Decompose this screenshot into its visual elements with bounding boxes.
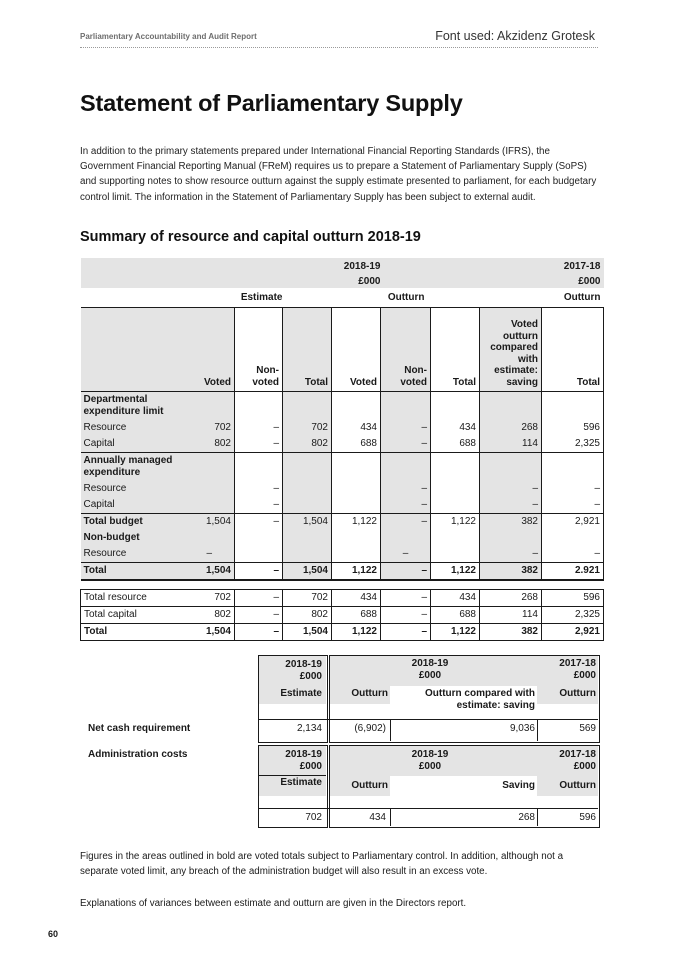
admin-prior-year-header: 2017-18 [559, 749, 596, 760]
summary-title: Summary of resource and capital outturn 2018-19 [80, 229, 421, 245]
admin-estimate-rule [258, 775, 326, 776]
admin-col-divider [537, 808, 538, 826]
table-cell: Total [81, 563, 185, 581]
section-ame: Annually managed expenditure [81, 453, 185, 482]
table-cell: 702 [185, 420, 235, 436]
table-cell: 802 [283, 607, 332, 624]
table-cell: 688 [332, 436, 381, 453]
table-cell [480, 530, 542, 546]
table-cell: 2,325 [542, 436, 604, 453]
table-cell: – [235, 420, 283, 436]
table-cell: Total [81, 624, 185, 641]
table-cell: Resource [81, 546, 185, 563]
group-estimate: Estimate [240, 291, 283, 303]
admin-year-header: 2018-19 [285, 749, 322, 760]
cash-estimate-value: 2,134 [296, 723, 322, 734]
table-cell: – [542, 546, 604, 563]
unit-header: £000 [358, 276, 381, 287]
table-cell [283, 530, 332, 546]
table-cell: 114 [480, 607, 542, 624]
col-outturn-total: Total [431, 308, 480, 392]
table-cell: – [235, 563, 283, 581]
table-cell: – [235, 514, 283, 531]
col-outturn-voted: Voted [332, 308, 381, 392]
table-cell: 382 [480, 514, 542, 531]
table-row [81, 563, 604, 581]
table-cell [235, 530, 283, 546]
table-cell: 802 [283, 436, 332, 453]
table-cell: Resource [81, 420, 185, 436]
cash-col-compared: Outturn compared with estimate: saving [425, 688, 535, 711]
report-title: Parliamentary Accountability and Audit Report [80, 32, 257, 41]
table-cell: – [542, 481, 604, 497]
table-row [81, 624, 604, 641]
cash-prior-year-header: 2017-18 [559, 658, 596, 669]
table-cell: Resource [81, 481, 185, 497]
footnote-bold-areas: Figures in the areas outlined in bold are voted totals subject to Parliamentary control. In addition, although not a separate voted limit, any breach of the administration budget will also result in an excess vote. [80, 851, 564, 877]
admin-estimate-value: 702 [305, 812, 322, 823]
section-del: Departmental expenditure limit [81, 392, 185, 421]
table-row [81, 514, 604, 531]
admin-col-outturn: Outturn [351, 780, 388, 791]
table-cell [185, 497, 235, 514]
page-title: Statement of Parliamentary Supply [80, 90, 463, 116]
table-cell: 688 [431, 607, 480, 624]
table-cell: Total capital [81, 607, 185, 624]
cash-year-header: 2018-19 [285, 659, 322, 670]
cash-col-divider [390, 719, 391, 741]
admin-outturn-value: 434 [369, 812, 386, 823]
table-cell: 382 [480, 624, 542, 641]
admin-saving-value: 268 [518, 812, 535, 823]
table-cell [431, 481, 480, 497]
cash-unit-header: £000 [299, 671, 322, 682]
table-cell [332, 530, 381, 546]
table-cell: – [381, 497, 431, 514]
table-cell: – [381, 546, 431, 563]
table-row [81, 420, 604, 436]
cash-outturn-value: (6,902) [354, 723, 386, 734]
table-cell: – [542, 497, 604, 514]
table-cell: 1,122 [431, 563, 480, 581]
cash-saving-value: 9,036 [509, 723, 535, 734]
table-cell: 434 [332, 590, 381, 607]
table-cell: – [381, 481, 431, 497]
table-cell: – [480, 546, 542, 563]
admin-unit-header: £000 [299, 761, 322, 772]
table-cell: – [185, 546, 235, 563]
table-cell: 1,504 [185, 624, 235, 641]
table-cell: 1,122 [431, 624, 480, 641]
table-cell: – [235, 624, 283, 641]
col-voted: Voted [185, 308, 235, 392]
admin-prior-unit-header: £000 [573, 761, 596, 772]
table-row [81, 546, 604, 563]
admin-unit-header-outturn: £000 [418, 761, 442, 772]
group-prior-outturn: Outturn [563, 291, 601, 303]
admin-col-divider [390, 808, 391, 826]
admin-year-header-outturn: 2018-19 [411, 749, 449, 760]
unit-header-prior: £000 [578, 276, 601, 287]
year-prior-header: 2017-18 [563, 261, 601, 272]
table-cell: 1,504 [185, 514, 235, 531]
table-cell [332, 481, 381, 497]
cash-divider [258, 719, 598, 720]
table-cell: – [381, 436, 431, 453]
table-cell: 596 [542, 590, 604, 607]
cash-prior-unit-header: £000 [573, 670, 596, 681]
table-cell: 2,921 [542, 514, 604, 531]
table-cell: 1,504 [283, 514, 332, 531]
table-cell [332, 497, 381, 514]
table-cell: 382 [480, 563, 542, 581]
table-cell: 268 [480, 590, 542, 607]
table-cell: 268 [480, 420, 542, 436]
table-cell: Total budget [81, 514, 185, 531]
table-cell: Capital [81, 497, 185, 514]
table-cell: 1,122 [332, 514, 381, 531]
table-cell: – [235, 481, 283, 497]
cash-year-header-outturn: 2018-19 [411, 658, 449, 669]
table-cell: – [480, 497, 542, 514]
table-row [81, 607, 604, 624]
table-cell: Non-budget [81, 530, 185, 546]
cash-col-divider [537, 719, 538, 741]
table-cell: 688 [332, 607, 381, 624]
table-cell [235, 546, 283, 563]
table-cell: Total resource [81, 590, 185, 607]
admin-divider [258, 808, 598, 809]
table-row [81, 481, 604, 497]
cash-col-estimate: Estimate [280, 688, 322, 699]
table-cell: – [381, 563, 431, 581]
table-cell: 702 [185, 590, 235, 607]
table-cell: 702 [283, 420, 332, 436]
table-row [81, 436, 604, 453]
table-cell: – [381, 590, 431, 607]
table-cell: 1,122 [431, 514, 480, 531]
summary-table [80, 258, 604, 641]
table-row [81, 590, 604, 607]
cash-col-prior-outturn: Outturn [559, 688, 596, 699]
table-cell [185, 530, 235, 546]
admin-prior-value: 596 [579, 812, 596, 823]
table-cell: 702 [283, 590, 332, 607]
table-cell: 434 [332, 420, 381, 436]
col-prior-total: Total [542, 308, 604, 392]
table-cell: 1,122 [332, 624, 381, 641]
table-cell: 1,504 [283, 624, 332, 641]
table-cell: – [235, 436, 283, 453]
col-non-voted: Non-voted [235, 308, 283, 392]
table-cell: 434 [431, 590, 480, 607]
cash-unit-header-outturn: £000 [418, 670, 442, 681]
table-cell: 802 [185, 436, 235, 453]
table-cell: 114 [480, 436, 542, 453]
table-cell: – [235, 590, 283, 607]
header-divider [80, 47, 598, 48]
net-cash-label: Net cash requirement [88, 723, 191, 734]
table-row [81, 530, 604, 546]
cash-col-outturn: Outturn [351, 688, 388, 699]
table-cell: – [381, 420, 431, 436]
cash-prior-value: 569 [579, 723, 596, 734]
page-number: 60 [48, 929, 59, 939]
table-cell: 802 [185, 607, 235, 624]
footnote-variances: Explanations of variances between estimate and outturn are given in the Directors report. [80, 898, 467, 909]
table-cell [332, 546, 381, 563]
table-cell: – [235, 607, 283, 624]
table-cell: Capital [81, 436, 185, 453]
table-cell [542, 530, 604, 546]
table-cell: – [381, 607, 431, 624]
admin-costs-label: Administration costs [88, 749, 188, 760]
table-cell [381, 530, 431, 546]
group-outturn: Outturn [387, 291, 425, 303]
table-cell: 2,921 [542, 624, 604, 641]
table-cell: – [480, 481, 542, 497]
table-cell: 688 [431, 436, 480, 453]
table-cell: 434 [431, 420, 480, 436]
table-cell: 2.921 [542, 563, 604, 581]
table-cell [431, 546, 480, 563]
table-cell: 1,122 [332, 563, 381, 581]
admin-col-prior-outturn: Outturn [559, 780, 596, 791]
table-cell [283, 481, 332, 497]
table-cell: 2,325 [542, 607, 604, 624]
table-cell: 1,504 [283, 563, 332, 581]
table-cell [283, 497, 332, 514]
table-row [81, 497, 604, 514]
table-cell [185, 481, 235, 497]
table-cell [431, 497, 480, 514]
col-saving: Voted outturn compared with estimate: saving [480, 308, 542, 392]
intro-paragraph: In addition to the primary statements prepared under International Financial Reporting Standards (IFRS), the Government Financial Reporting Manual (FReM) requires us to prepare a Statement of Parliamentary Supply (SoPS) and supporting notes to show resource outturn against the supply estimate presented to parliament, for each budgetary control limit. The information in the Statement of Parliamentary Supply has been subject to external audit. [80, 146, 597, 203]
col-total: Total [283, 308, 332, 392]
col-outturn-non-voted: Non-voted [381, 308, 431, 392]
year-current-header: 2018-19 [343, 261, 381, 272]
table-cell: – [381, 514, 431, 531]
admin-col-saving: Saving [502, 780, 535, 791]
table-cell [431, 530, 480, 546]
admin-col-estimate: Estimate [280, 777, 322, 788]
font-note: Font used: Akzidenz Grotesk [435, 29, 595, 43]
table-cell: – [235, 497, 283, 514]
table-cell: 596 [542, 420, 604, 436]
table-cell: 1,504 [185, 563, 235, 581]
table-cell [283, 546, 332, 563]
table-cell: – [381, 624, 431, 641]
